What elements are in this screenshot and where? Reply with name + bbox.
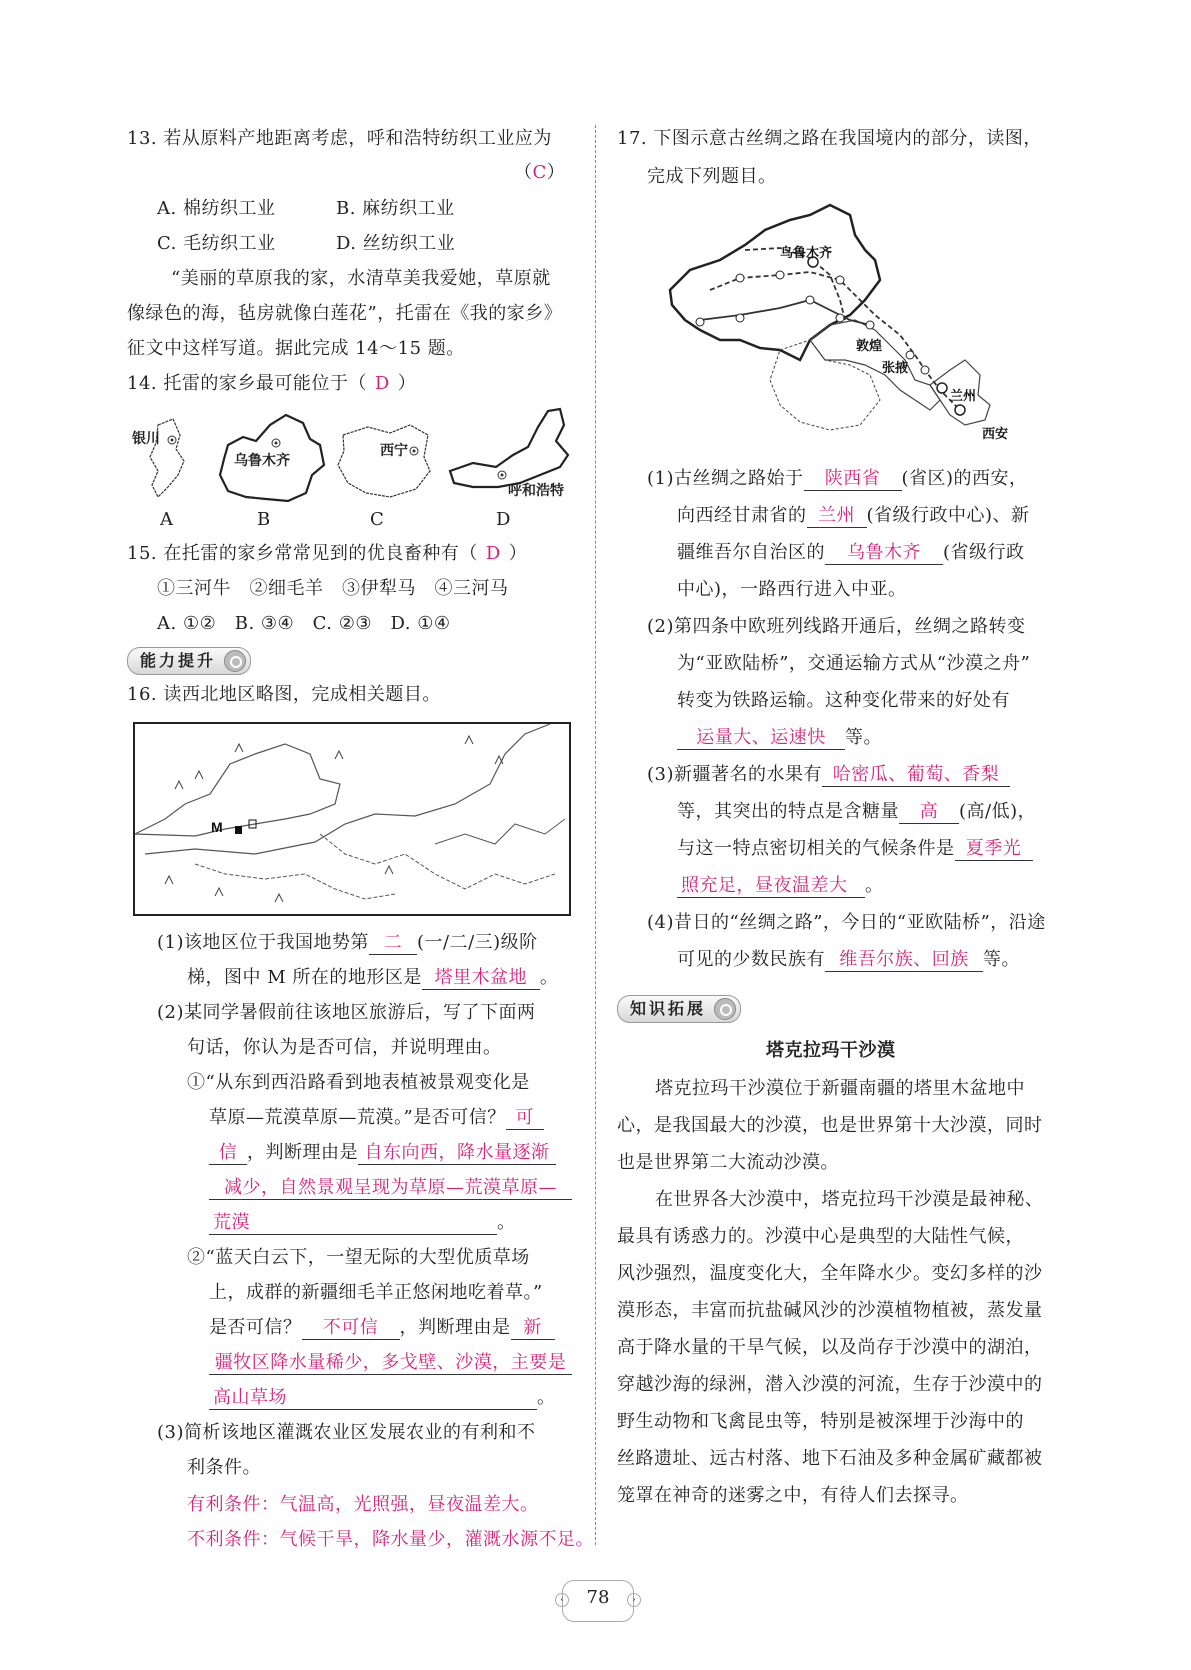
q13-option-d: D. 丝纺织工业 (336, 233, 456, 254)
q16-p1-text-a: (1)该地区位于我国地势第 (157, 932, 369, 953)
q17-p1-text-e: 疆维吾尔自治区的 (677, 542, 825, 563)
q16-s1-line4 (209, 1177, 572, 1200)
q16-p1-text-b: (一/二/三)级阶 (417, 932, 538, 953)
q17-p4-line2 (677, 949, 1020, 972)
q16-part2-line2: 句话，你认为是否可信，并说明理由。 (187, 1037, 502, 1058)
q16-northwest-map (133, 722, 571, 916)
q15-options: A. ①② B. ③④ C. ②③ D. ①④ (157, 613, 451, 634)
article-p2-line6: 穿越沙海的绿洲，潜入沙漠的河流，生存于沙漠中的 (617, 1374, 1043, 1395)
q16-p1-answer-1: 二 (369, 932, 417, 955)
q13-option-b: B. 麻纺织工业 (336, 198, 455, 219)
q16-s2-line4 (209, 1352, 572, 1375)
q13-paren-close: ） (546, 162, 566, 183)
q14-answer: D (374, 373, 390, 394)
q14-province-maps (128, 405, 588, 530)
q16-s2-line5 (209, 1387, 556, 1410)
q17-p4-answer: 维吾尔族、回族 (825, 949, 983, 972)
section-badge-ability (127, 647, 251, 675)
article-p2-line4: 漠形态，丰富而抗盐碱风沙的沙漠植物植被，蒸发量 (617, 1300, 1043, 1321)
map-c-city: 西宁 (380, 442, 408, 458)
article-p1-line2: 心，是我国最大的沙漠，也是世界第十大沙漠，同时 (617, 1115, 1043, 1136)
q14-letter-c: C (370, 509, 385, 530)
passage-line-3: 征文中这样写道。据此完成 14～15 题。 (127, 338, 465, 359)
column-divider (595, 125, 596, 1545)
q16-s1-line5 (209, 1212, 516, 1235)
q16-s2-answer-1: 不可信 (302, 1317, 400, 1340)
q16-s1-line1: ①“从东到西沿路看到地表植被景观变化是 (187, 1072, 530, 1093)
q17-p3-text-d: 与这一特点密切相关的气候条件是 (677, 838, 955, 859)
magnifier-icon (714, 998, 736, 1020)
city-xian: 西安 (982, 426, 1009, 441)
article-p2-line9: 笼罩在神奇的迷雾之中，有待人们去探寻。 (617, 1485, 969, 1506)
q16-s2-end: 。 (537, 1387, 556, 1408)
q13-option-a: A. 棉纺织工业 (157, 198, 276, 219)
q17-p2-line2: 为“亚欧陆桥”，交通运输方式从“沙漠之舟” (677, 653, 1031, 674)
q17-p3-answer-3a: 夏季光 (955, 838, 1033, 861)
q17-p2-answer: 运量大、运速快 (677, 727, 845, 750)
q17-p1-text-b: (省区)的西安， (901, 468, 1028, 489)
q17-p1-line3 (677, 542, 1025, 565)
q16-s1-answer-2a: 自东向西，降水量逐渐 (358, 1142, 556, 1165)
badge-knowledge-label: 知识拓展 (630, 999, 707, 1018)
q16-s1-answer-1a: 可 (506, 1107, 544, 1130)
q17-p3-answer-2: 高 (899, 801, 959, 824)
q14-letter-a: A (160, 509, 174, 530)
q16-s2-answer-2c: 高山草场 (209, 1387, 537, 1410)
passage-line-1: “美丽的草原我的家，水清草美我爱她，草原就 (171, 268, 551, 289)
q14-stem-text: 14. 托雷的家乡最可能位于（ (127, 373, 367, 394)
section-badge-knowledge (617, 995, 741, 1023)
q16-s1-answer-2c: 荒漠 (209, 1212, 497, 1235)
q15-stem (127, 543, 527, 565)
q16-part3-line2: 利条件。 (187, 1457, 261, 1478)
q16-part3-answer-1: 有利条件：气温高，光照强，昼夜温差大。 (187, 1494, 539, 1515)
q17-p3-text-a: (3)新疆著名的水果有 (647, 764, 822, 785)
q16-stem: 16. 读西北地区略图，完成相关题目。 (127, 684, 441, 705)
gansu-outline (810, 320, 940, 410)
badge-ability-label: 能力提升 (140, 651, 217, 670)
q17-p1-answer-1: 陕西省 (804, 468, 902, 491)
q13-option-c: C. 毛纺织工业 (157, 233, 276, 254)
article-p1-line1: 塔克拉玛干沙漠位于新疆南疆的塔里木盆地中 (655, 1078, 1025, 1099)
q17-p3-text-c: (高/低)， (959, 801, 1037, 822)
q17-p1-answer-3: 乌鲁木齐 (825, 542, 943, 565)
map-d-inner-mongolia-outline (450, 409, 568, 487)
q17-p1-text-f: (省级行政 (943, 542, 1025, 563)
q17-p2-line1: (2)第四条中欧班列线路开通后，丝绸之路转变 (647, 616, 1026, 637)
q16-p1-text-c: 梯，图中 M 所在的地形区是 (187, 967, 422, 988)
article-p2-line3: 风沙强烈，温度变化大，全年降水少。变幻多样的沙 (617, 1263, 1043, 1284)
page-number: 78 (586, 1587, 610, 1608)
q16-s1-text-b: 草原—荒漠草原—荒漠。”是否可信？ (209, 1107, 506, 1128)
q17-p4-text-b: 可见的少数民族有 (677, 949, 825, 970)
q14-letter-b: B (257, 509, 271, 530)
q17-p3-line4 (677, 875, 884, 898)
q17-p2-text-d: 等。 (845, 727, 882, 748)
q17-p3-text-e: 。 (865, 875, 884, 896)
q15-answer: D (485, 543, 501, 564)
city-lanzhou: 兰州 (950, 388, 977, 403)
q14-stem-close: ） (397, 373, 417, 394)
city-dunhuang: 敦煌 (856, 338, 883, 353)
q17-p3-line2 (677, 801, 1036, 824)
q17-p3-line3 (677, 838, 1033, 861)
q13-answer: C (532, 162, 547, 183)
q15-stem-close: ） (508, 543, 528, 564)
map-d-city: 呼和浩特 (508, 482, 564, 498)
city-zhangye: 张掖 (882, 360, 909, 375)
q17-p3-text-b: 等，其突出的特点是含糖量 (677, 801, 899, 822)
q16-part1-line1 (157, 932, 538, 955)
q16-s1-answer-2b: 减少，自然景观呈现为草原—荒漠草原— (209, 1177, 572, 1200)
q14-stem (127, 373, 416, 395)
chevron-left-icon: ‹ (555, 1593, 569, 1607)
article-p2-line1: 在世界各大沙漠中，塔克拉玛干沙漠是最神秘、 (655, 1189, 1044, 1210)
article-p2-line5: 高于降水量的干旱气候，以及尚存于沙漠中的湖泊， (617, 1337, 1043, 1358)
q15-stem-text: 15. 在托雷的家乡常常见到的优良畜种有（ (127, 543, 478, 564)
q17-p4-line1: (4)昔日的“丝绸之路”，今日的“亚欧陆桥”，沿途 (647, 912, 1046, 933)
q17-stem-line2: 完成下列题目。 (647, 166, 777, 187)
q17-p3-line1 (647, 764, 1010, 787)
city-urumqi: 乌鲁木齐 (780, 245, 833, 260)
map-label-m: M (211, 819, 223, 835)
page-number-tab (562, 1580, 634, 1622)
article-p1-line3: 也是世界第二大流动沙漠。 (617, 1152, 839, 1173)
q16-s1-end: 。 (497, 1212, 516, 1233)
q16-s2-line3 (209, 1317, 555, 1340)
q16-part3-line1: (3)简析该地区灌溉农业区发展农业的有利和不 (157, 1422, 536, 1443)
map-b-city: 乌鲁木齐 (234, 452, 290, 468)
q16-s1-line3 (209, 1142, 556, 1165)
q16-s1-text-c: ，判断理由是 (247, 1142, 358, 1163)
q13-paren-open: （ (514, 162, 533, 183)
map-a-city: 银川 (132, 430, 160, 446)
q17-p4-text-c: 等。 (983, 949, 1020, 970)
q17-p2-line4 (677, 727, 882, 750)
q13-answer-paren (514, 162, 565, 184)
q17-p1-text-a: (1)古丝绸之路始于 (647, 468, 804, 489)
q17-silk-road-map (660, 200, 1020, 450)
q16-s2-answer-2a: 新 (511, 1317, 555, 1340)
q17-p1-line1 (647, 468, 1028, 491)
q16-s2-text-c: 是否可信？ (209, 1317, 302, 1338)
northwest-map-drawing (135, 724, 569, 914)
article-title: 塔克拉玛干沙漠 (766, 1040, 896, 1061)
chevron-right-icon: › (627, 1593, 641, 1607)
q16-p1-text-d: 。 (539, 967, 559, 988)
q17-p1-line4: 中心)，一路西行进入中亚。 (677, 579, 907, 600)
q17-p1-text-d: (省级行政中心)、新 (866, 505, 1030, 526)
passage-line-2: 像绿色的海，毡房就像白莲花”，托雷在《我的家乡》 (127, 303, 563, 324)
silk-road-middle (700, 300, 870, 325)
map-c-qinghai-outline (338, 425, 430, 497)
q14-letter-d: D (496, 509, 511, 530)
q16-s1-answer-1b: 信 (209, 1142, 247, 1165)
article-p2-line7: 野生动物和飞禽昆虫等，特别是被深埋于沙海中的 (617, 1411, 1024, 1432)
q16-s2-line2: 上，成群的新疆细毛羊正悠闲地吃着草。” (209, 1282, 543, 1303)
q16-part3-answer-2: 不利条件：气候干旱，降水量少，灌溉水源不足。 (187, 1529, 594, 1550)
silk-road-north (710, 272, 960, 410)
q13-stem: 13. 若从原料产地距离考虑，呼和浩特纺织工业应为 (127, 128, 552, 149)
q17-p1-answer-2: 兰州 (807, 505, 867, 528)
article-p2-line2: 最具有诱惑力的。沙漠中心是典型的大陆性气候， (617, 1226, 1024, 1247)
q17-p1-line2 (677, 505, 1030, 528)
q16-p1-answer-2: 塔里木盆地 (422, 967, 540, 990)
q16-part1-line2 (187, 967, 558, 990)
q16-s2-text-d: ，判断理由是 (399, 1317, 511, 1338)
q16-s2-answer-2b: 疆牧区降水量稀少，多戈壁、沙漠，主要是 (209, 1352, 572, 1375)
magnifier-icon (224, 650, 246, 672)
q17-p3-answer-3b: 照充足，昼夜温差大 (677, 875, 865, 898)
q17-stem-line1: 17. 下图示意古丝绸之路在我国境内的部分，读图， (617, 128, 1042, 149)
q17-p1-text-c: 向西经甘肃省的 (677, 505, 807, 526)
article-p2-line8: 丝路遗址、远古村落、地下石油及多种金属矿藏都被 (617, 1448, 1043, 1469)
q16-s2-line1: ②“蓝天白云下，一望无际的大型优质草场 (187, 1247, 530, 1268)
q15-items: ①三河牛 ②细毛羊 ③伊犁马 ④三河马 (157, 578, 509, 599)
q16-s1-line2 (209, 1107, 544, 1130)
q17-p2-line3: 转变为铁路运输。这种变化带来的好处有 (677, 690, 1010, 711)
q17-p3-answer-1: 哈密瓜、葡萄、香梨 (822, 764, 1010, 787)
q16-part2-line1: (2)某同学暑假前往该地区旅游后，写了下面两 (157, 1002, 536, 1023)
xinjiang-outline (670, 205, 883, 360)
